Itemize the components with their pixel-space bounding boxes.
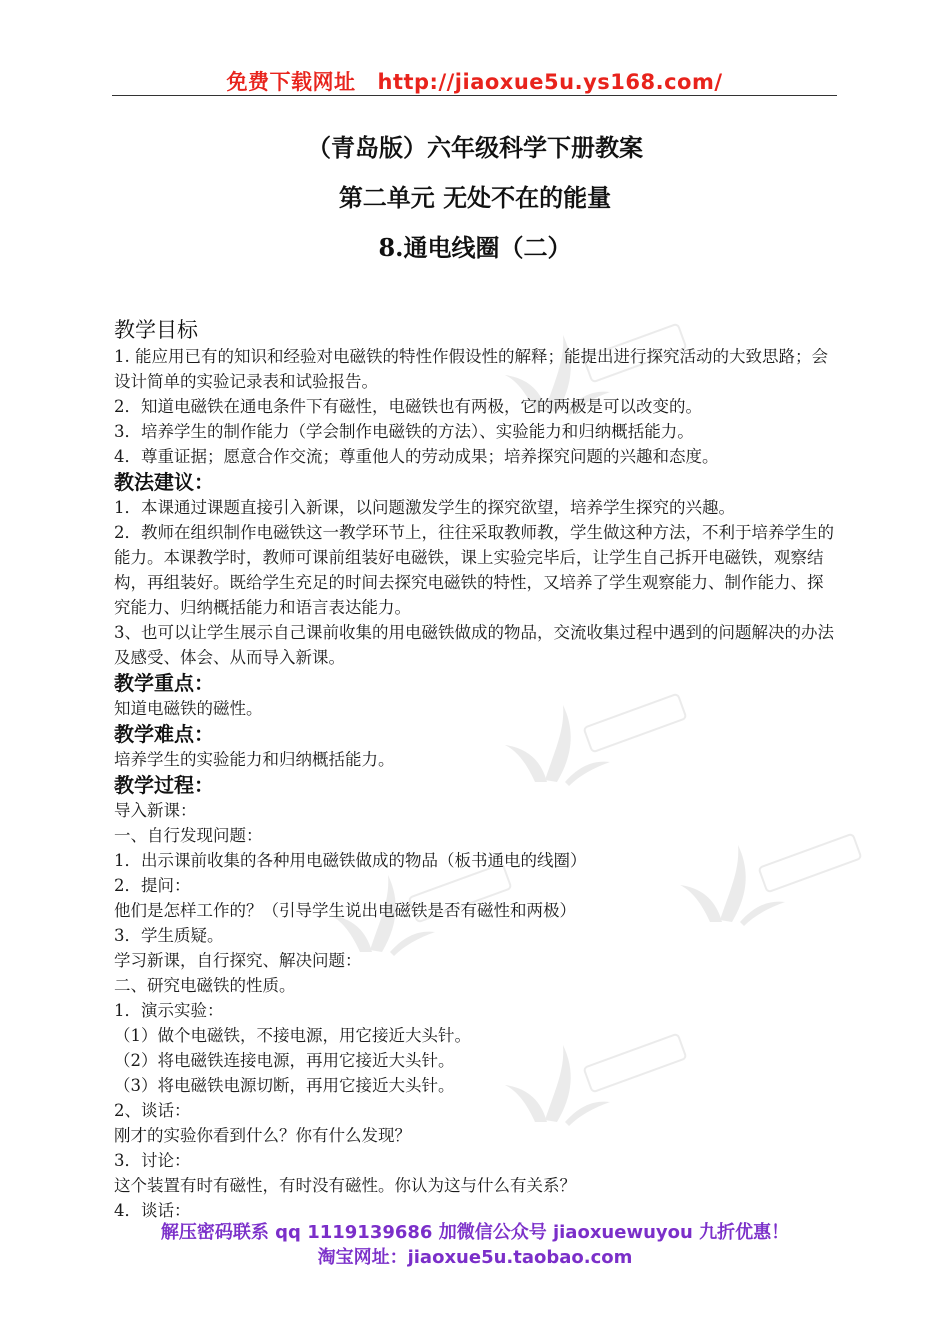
header-label: 免费下载网址 bbox=[226, 70, 356, 94]
difficulty-text: 培养学生的实验能力和归纳概括能力。 bbox=[114, 750, 395, 769]
process-line: （3）将电磁铁电源切断，再用它接近大头针。 bbox=[114, 1076, 455, 1095]
process-line: 3．讨论： bbox=[114, 1151, 191, 1170]
process-line: 这个装置有时有磁性，有时没有磁性。你认为这与什么有关系？ bbox=[114, 1176, 576, 1195]
process-line: 4．谈话： bbox=[114, 1201, 191, 1220]
difficulty-heading: 教学难点： bbox=[114, 722, 214, 746]
document-title: （青岛版）六年级科学下册教案 bbox=[307, 133, 643, 162]
method-item: 3、也可以让学生展示自己课前收集的用电磁铁做成的物品，交流收集过程中遇到的问题解决的办法及感受、体会、从而导入新课。 bbox=[114, 623, 834, 667]
goals-heading: 教学目标 bbox=[114, 318, 198, 342]
lesson-content bbox=[114, 316, 838, 1223]
download-header bbox=[112, 66, 837, 96]
method-heading: 教法建议： bbox=[114, 470, 214, 494]
lesson-title: 8.通电线圈（二） bbox=[378, 233, 572, 262]
method-item: 2．教师在组织制作电磁铁这一教学环节上，往往采取教师教，学生做这种方法，不利于培养学生的能力。本课教学时，教师可课前组装好电磁铁，课上实验完毕后，让学生自己拆开电磁铁，观察结构，再组装好。既给学生充足的时间去探究电磁铁的特性，又培养了学生观察能力、制作能力、探究能力、归纳概括能力和语言表达能力。 bbox=[114, 523, 834, 617]
key-point-text: 知道电磁铁的磁性。 bbox=[114, 699, 263, 718]
process-line: 2、谈话： bbox=[114, 1101, 191, 1120]
goal-item: 2．知道电磁铁在通电条件下有磁性，电磁铁也有两极，它的两极是可以改变的。 bbox=[114, 397, 702, 416]
unit-title: 第二单元 无处不在的能量 bbox=[338, 183, 612, 212]
process-line: 1．出示课前收集的各种用电磁铁做成的物品（板书通电的线圈） bbox=[114, 851, 587, 870]
footer-contact: 解压密码联系 qq 1119139686 加微信公众号 jiaoxuewuyou 九折优惠！ bbox=[160, 1222, 790, 1243]
goal-item: 3．培养学生的制作能力（学会制作电磁铁的方法）、实验能力和归纳概括能力。 bbox=[114, 422, 694, 441]
process-line: 1．演示实验： bbox=[114, 1001, 224, 1020]
process-line: 3．学生质疑。 bbox=[114, 926, 224, 945]
goal-item: 1. 能应用已有的知识和经验对电磁铁的特性作假设性的解释；能提出进行探究活动的大致思路；会设计简单的实验记录表和试验报告。 bbox=[114, 347, 828, 391]
process-heading: 教学过程： bbox=[114, 773, 214, 797]
process-line: 导入新课： bbox=[114, 801, 197, 820]
header-url-link[interactable]: http://jiaoxue5u.ys168.com/ bbox=[377, 70, 723, 94]
goal-item: 4．尊重证据；愿意合作交流；尊重他人的劳动成果；培养探究问题的兴趣和态度。 bbox=[114, 447, 719, 466]
footer-taobao-link[interactable]: 淘宝网址：jiaoxue5u.taobao.com bbox=[317, 1247, 633, 1268]
process-line: 一、自行发现问题： bbox=[114, 826, 263, 845]
process-line: 2．提问： bbox=[114, 876, 191, 895]
process-line: 学习新课，自行探究、解决问题： bbox=[114, 951, 362, 970]
process-line: （2）将电磁铁连接电源，再用它接近大头针。 bbox=[114, 1051, 455, 1070]
process-line: 他们是怎样工作的？（引导学生说出电磁铁是否有磁性和两极） bbox=[114, 901, 576, 920]
key-point-heading: 教学重点： bbox=[114, 671, 214, 695]
header-divider bbox=[112, 95, 837, 96]
process-line: （1）做个电磁铁，不接电源，用它接近大头针。 bbox=[114, 1026, 471, 1045]
method-item: 1．本课通过课题直接引入新课，以问题激发学生的探究欲望，培养学生探究的兴趣。 bbox=[114, 498, 735, 517]
process-line: 刚才的实验你看到什么？你有什么发现？ bbox=[114, 1126, 411, 1145]
process-line: 二、研究电磁铁的性质。 bbox=[114, 976, 296, 995]
